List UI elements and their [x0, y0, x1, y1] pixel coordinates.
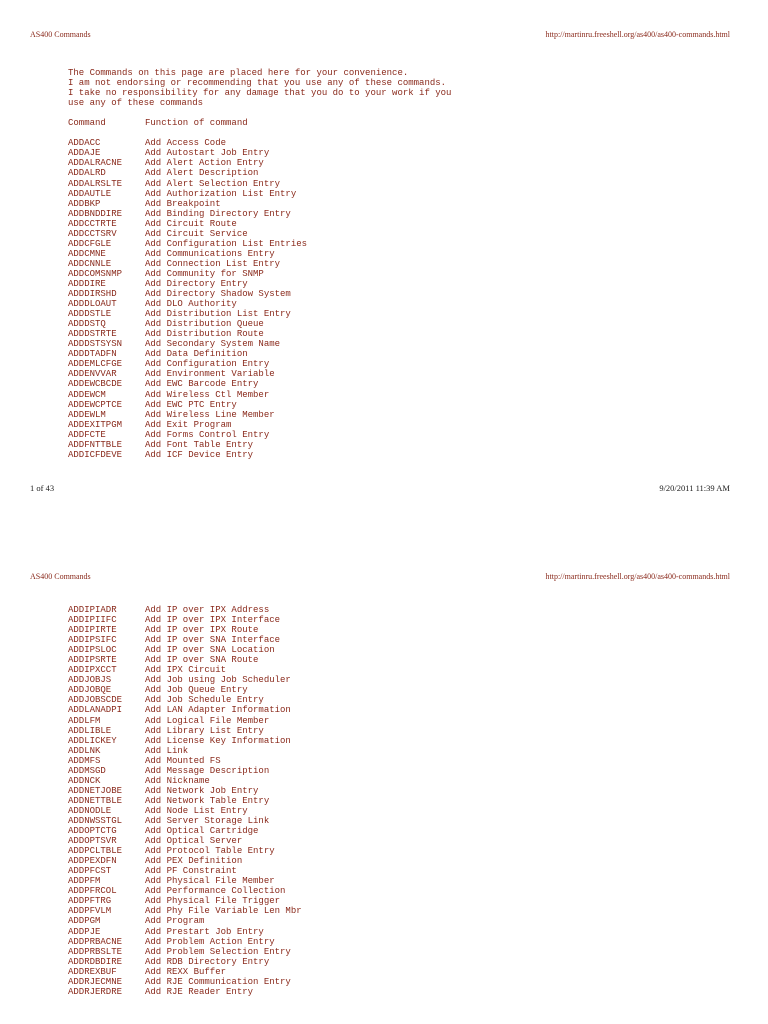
command-function: Add Problem Action Entry — [145, 936, 275, 947]
command-row — [68, 420, 451, 430]
command-function: Add Network Table Entry — [145, 795, 270, 806]
command-function: Add Protocol Table Entry — [145, 846, 275, 857]
intro-line: I take no responsibility for any damage that you do to your work if you — [68, 88, 452, 99]
command-row — [68, 937, 302, 947]
command-name: ADDOPTSVR — [68, 836, 117, 847]
command-function: Add Community for SNMP — [145, 268, 264, 279]
command-row — [68, 987, 302, 997]
command-function: Add Nickname — [145, 775, 210, 786]
command-function: Add Library List Entry — [145, 725, 264, 736]
command-function: Add Optical Server — [145, 836, 243, 847]
command-function: Add Wireless Line Member — [145, 409, 275, 420]
command-row — [68, 369, 451, 379]
command-name: ADDMSGD — [68, 765, 106, 776]
command-name: ADDEXITPGM — [68, 419, 123, 430]
command-row — [68, 947, 302, 957]
command-row — [68, 289, 451, 299]
command-row — [68, 168, 451, 178]
command-function: Add IP over IPX Route — [145, 625, 259, 636]
command-name: ADDCFGLE — [68, 238, 112, 249]
command-row — [68, 229, 451, 239]
command-row — [68, 776, 302, 786]
document-page-2 — [0, 540, 768, 1024]
command-function: Add EWC PTC Entry — [145, 399, 237, 410]
command-function: Add Message Description — [145, 765, 270, 776]
command-function: Add Problem Selection Entry — [145, 946, 291, 957]
command-function: Add Physical File Trigger — [145, 896, 281, 907]
command-function: Add License Key Information — [145, 735, 291, 746]
command-function: Add Connection List Entry — [145, 258, 281, 269]
command-name: ADDPGM — [68, 916, 101, 927]
command-name: ADDLICKEY — [68, 735, 117, 746]
command-name: ADDLANADPI — [68, 705, 123, 716]
command-row — [68, 138, 451, 148]
command-function: Add Environment Variable — [145, 369, 275, 380]
command-function: Add Configuration List Entries — [145, 238, 308, 249]
command-row — [68, 786, 302, 796]
command-row — [68, 158, 451, 168]
command-function: Add Wireless Ctl Member — [145, 389, 270, 400]
command-name: ADDDIRSHD — [68, 289, 117, 300]
command-row — [68, 269, 451, 279]
page-header-title: AS400 Commands — [30, 30, 91, 39]
command-function: Add Distribution Route — [145, 329, 264, 340]
command-name: ADDDIRE — [68, 278, 106, 289]
page-number: 1 of 43 — [30, 483, 55, 493]
intro-block — [68, 68, 451, 460]
command-row — [68, 299, 451, 309]
command-name: ADDDSTQ — [68, 319, 106, 330]
command-name: ADDCOMSNMP — [68, 268, 123, 279]
command-name: ADDPCLTBLE — [68, 846, 123, 857]
command-row — [68, 379, 451, 389]
command-name: ADDEWCPTCE — [68, 399, 123, 410]
command-function: Add EWC Barcode Entry — [145, 379, 259, 390]
command-function: Add Circuit Service — [145, 228, 248, 239]
command-row — [68, 796, 302, 806]
command-name: ADDIPIADR — [68, 605, 117, 615]
command-name: ADDJOBQE — [68, 685, 112, 696]
command-name: ADDLIBLE — [68, 725, 112, 736]
command-name: ADDCCTRTE — [68, 218, 117, 229]
command-function: Add Secondary System Name — [145, 339, 281, 350]
command-name: ADDEWLM — [68, 409, 106, 420]
command-name: ADDRJECMNE — [68, 976, 123, 987]
command-row — [68, 726, 302, 736]
command-row — [68, 440, 451, 450]
command-function: Add Link — [145, 745, 189, 756]
page-header-url[interactable]: http://martinru.freeshell.org/as400/as400-commands.html — [545, 30, 730, 39]
command-name: ADDCCTSRV — [68, 228, 117, 239]
command-row — [68, 927, 302, 937]
command-name: ADDNCK — [68, 775, 101, 786]
command-block-page-2 — [68, 605, 302, 997]
command-name: ADDFCTE — [68, 429, 106, 440]
command-name: ADDEWCM — [68, 389, 106, 400]
command-name: ADDDSTLE — [68, 309, 112, 320]
command-function: Add Alert Selection Entry — [145, 178, 281, 189]
command-name: ADDACC — [68, 138, 101, 149]
command-row — [68, 977, 302, 987]
command-function: Add ICF Device Entry — [145, 449, 254, 460]
command-row — [68, 189, 451, 199]
command-function: Add Distribution List Entry — [145, 309, 291, 320]
command-name: ADDIPSRTE — [68, 655, 117, 666]
command-function: Add Exit Program — [145, 419, 232, 430]
command-row — [68, 766, 302, 776]
command-name: ADDMFS — [68, 755, 101, 766]
command-row — [68, 199, 451, 209]
command-name: ADDPFCST — [68, 866, 112, 877]
command-function: Add Mounted FS — [145, 755, 221, 766]
command-function: Add REXX Buffer — [145, 966, 227, 977]
command-row — [68, 259, 451, 269]
command-name: ADDICFDEVE — [68, 449, 123, 460]
command-name: ADDALRSLTE — [68, 178, 123, 189]
command-row — [68, 605, 302, 615]
command-row — [68, 239, 451, 249]
command-name: ADDENVVAR — [68, 369, 117, 380]
command-row — [68, 349, 451, 359]
command-row — [68, 319, 451, 329]
command-function: Add Performance Collection — [145, 886, 286, 897]
command-function: Add Optical Cartridge — [145, 826, 259, 837]
intro-line: The Commands on this page are placed here for your convenience. — [68, 68, 409, 78]
command-function: Add Communications Entry — [145, 248, 275, 259]
command-name: ADDPFTRG — [68, 896, 112, 907]
command-function: Add RJE Reader Entry — [145, 986, 254, 997]
command-name: ADDEWCBCDE — [68, 379, 123, 390]
command-row — [68, 826, 302, 836]
command-function: Add PEX Definition — [145, 856, 243, 867]
command-name: ADDFNTTBLE — [68, 439, 123, 450]
command-function: Add IP over SNA Location — [145, 645, 275, 656]
command-name: ADDALRACNE — [68, 158, 123, 169]
command-name: ADDJOBJS — [68, 675, 112, 686]
command-name: ADDIPIRTE — [68, 625, 117, 636]
command-function: Add Node List Entry — [145, 805, 248, 816]
command-function: Add Alert Action Entry — [145, 158, 264, 169]
command-function: Add Circuit Route — [145, 218, 237, 229]
command-function: Add Access Code — [145, 138, 227, 149]
command-row — [68, 148, 451, 158]
command-name: ADDBKP — [68, 198, 101, 209]
command-row — [68, 756, 302, 766]
command-function: Add Network Job Entry — [145, 785, 259, 796]
command-function: Add Font Table Entry — [145, 439, 254, 450]
command-name: ADDIPSLOC — [68, 645, 117, 656]
command-row — [68, 685, 302, 695]
command-row — [68, 615, 302, 625]
command-name: ADDPRBACNE — [68, 936, 123, 947]
command-row — [68, 705, 302, 715]
command-name: ADDOPTCTG — [68, 826, 117, 837]
command-function: Add Directory Shadow System — [145, 289, 291, 300]
command-row — [68, 957, 302, 967]
command-row — [68, 279, 451, 289]
command-row — [68, 736, 302, 746]
command-name: ADDIPIIFC — [68, 615, 117, 626]
command-name: ADDRJERDRE — [68, 986, 123, 997]
command-row — [68, 209, 451, 219]
command-function: Add Authorization List Entry — [145, 188, 297, 199]
command-row — [68, 806, 302, 816]
command-name: ADDPEXDFN — [68, 856, 117, 867]
command-row — [68, 635, 302, 645]
column-header-command: Command — [68, 118, 106, 129]
command-row — [68, 967, 302, 977]
command-function: Add Forms Control Entry — [145, 429, 270, 440]
command-name: ADDJOBSCDE — [68, 695, 123, 706]
command-row — [68, 645, 302, 655]
command-name: ADDNWSSTGL — [68, 815, 123, 826]
command-row — [68, 816, 302, 826]
command-row — [68, 716, 302, 726]
command-name: ADDIPSIFC — [68, 635, 117, 646]
command-function: Add IP over SNA Route — [145, 655, 259, 666]
command-list-page-2 — [68, 605, 302, 997]
command-function: Add RDB Directory Entry — [145, 956, 270, 967]
command-function: Add Autostart Job Entry — [145, 148, 270, 159]
command-row — [68, 400, 451, 410]
command-name: ADDDSTSYSN — [68, 339, 123, 350]
command-name: ADDPFM — [68, 876, 101, 887]
command-row — [68, 339, 451, 349]
command-row — [68, 655, 302, 665]
command-name: ADDEMLCFGE — [68, 359, 123, 370]
command-name: ADDALRD — [68, 168, 106, 179]
print-timestamp: 9/20/2011 11:39 AM — [659, 483, 730, 493]
command-function: Add IP over IPX Interface — [145, 615, 281, 626]
command-name: ADDPFVLM — [68, 906, 112, 917]
command-row — [68, 450, 451, 460]
command-name: ADDCMNE — [68, 248, 106, 259]
command-row — [68, 675, 302, 685]
command-row — [68, 846, 302, 856]
command-row — [68, 410, 451, 420]
command-row — [68, 390, 451, 400]
command-function: Add IPX Circuit — [145, 665, 227, 676]
command-row — [68, 249, 451, 259]
command-table-header — [68, 118, 451, 128]
command-row — [68, 886, 302, 896]
command-function: Add DLO Authority — [145, 299, 237, 310]
command-name: ADDIPXCCT — [68, 665, 117, 676]
command-row — [68, 896, 302, 906]
command-name: ADDBNDDIRE — [68, 208, 123, 219]
command-row — [68, 665, 302, 675]
column-header-function: Function of command — [145, 118, 248, 129]
intro-line: I am not endorsing or recommending that you use any of these commands. — [68, 78, 447, 89]
command-function: Add Job Queue Entry — [145, 685, 248, 696]
command-row — [68, 179, 451, 189]
command-function: Add Prestart Job Entry — [145, 926, 264, 937]
command-function: Add Data Definition — [145, 349, 248, 360]
command-function: Add Distribution Queue — [145, 319, 264, 330]
command-row — [68, 359, 451, 369]
command-function: Add Breakpoint — [145, 198, 221, 209]
command-function: Add RJE Communication Entry — [145, 976, 291, 987]
command-row — [68, 746, 302, 756]
command-row — [68, 430, 451, 440]
command-function: Add IP over SNA Interface — [145, 635, 281, 646]
command-row — [68, 309, 451, 319]
command-function: Add Directory Entry — [145, 278, 248, 289]
command-row — [68, 625, 302, 635]
command-function: Add PF Constraint — [145, 866, 237, 877]
command-name: ADDAJE — [68, 148, 101, 159]
command-function: Add Logical File Member — [145, 715, 270, 726]
command-name: ADDNODLE — [68, 805, 112, 816]
command-name: ADDRDBDIRE — [68, 956, 123, 967]
command-row — [68, 219, 451, 229]
command-name: ADDNETTBLE — [68, 795, 123, 806]
command-name: ADDREXBUF — [68, 966, 117, 977]
command-function: Add Job Schedule Entry — [145, 695, 264, 706]
command-row — [68, 329, 451, 339]
page-header-url[interactable]: http://martinru.freeshell.org/as400/as400-commands.html — [545, 572, 730, 581]
command-function: Add Program — [145, 916, 205, 927]
command-function: Add Physical File Member — [145, 876, 275, 887]
command-name: ADDPFRCOL — [68, 886, 117, 897]
command-name: ADDLFM — [68, 715, 101, 726]
command-name: ADDPRBSLTE — [68, 946, 123, 957]
command-list-page-1 — [68, 138, 451, 460]
command-name: ADDCNNLE — [68, 258, 112, 269]
command-function: Add LAN Adapter Information — [145, 705, 291, 716]
command-row — [68, 916, 302, 926]
command-function: Add IP over IPX Address — [145, 605, 270, 615]
command-function: Add Server Storage Link — [145, 815, 270, 826]
intro-line: use any of these commands — [68, 98, 204, 109]
command-name: ADDLNK — [68, 745, 101, 756]
command-name: ADDPJE — [68, 926, 101, 937]
command-function: Add Alert Description — [145, 168, 259, 179]
command-row — [68, 856, 302, 866]
command-row — [68, 876, 302, 886]
command-name: ADDAUTLE — [68, 188, 112, 199]
command-name: ADDNETJOBE — [68, 785, 123, 796]
command-row — [68, 836, 302, 846]
command-row — [68, 695, 302, 705]
command-function: Add Configuration Entry — [145, 359, 270, 370]
command-name: ADDDSTRTE — [68, 329, 117, 340]
command-name: ADDDTADFN — [68, 349, 117, 360]
command-function: Add Phy File Variable Len Mbr — [145, 906, 302, 917]
page-header-title: AS400 Commands — [30, 572, 91, 581]
command-function: Add Binding Directory Entry — [145, 208, 291, 219]
command-row — [68, 906, 302, 916]
command-function: Add Job using Job Scheduler — [145, 675, 291, 686]
command-row — [68, 866, 302, 876]
command-name: ADDDLOAUT — [68, 299, 117, 310]
